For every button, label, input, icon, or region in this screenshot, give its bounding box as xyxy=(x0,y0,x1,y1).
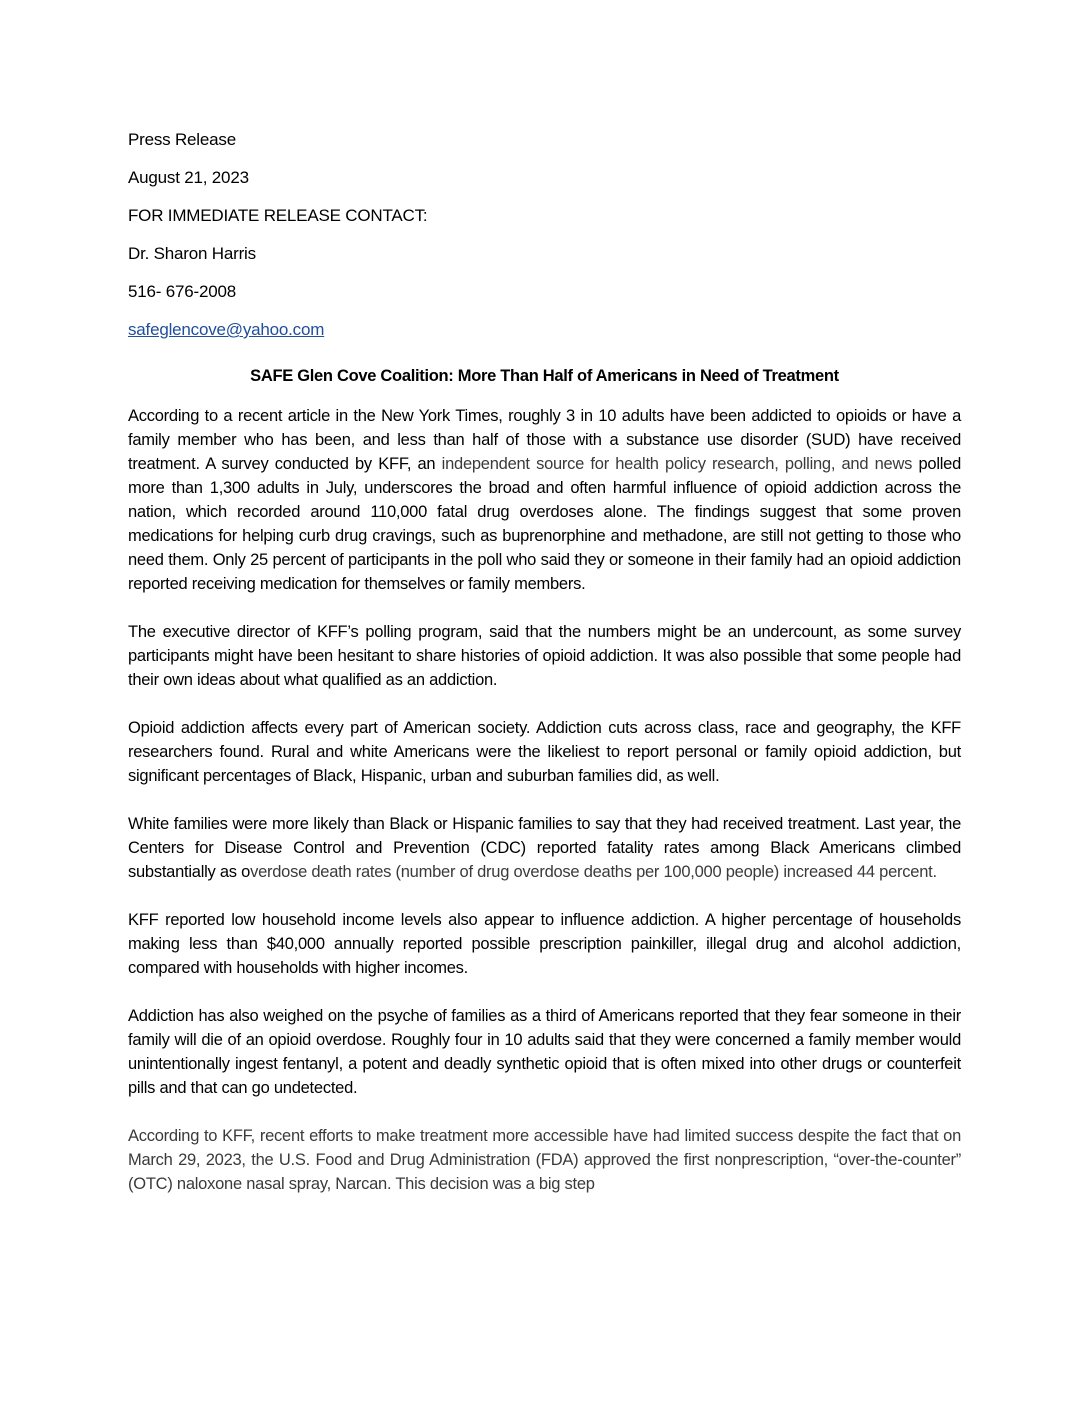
paragraph-4-part-a: White families were more likely than Black or Hispanic families to say that they had received treatment. Last year, the Centers for Disease Control and Prevention (CDC) reported fatality rates among Black Americans climbed substantially as o xyxy=(128,815,961,881)
paragraph-1-part-c: polled more than 1,300 adults in July, underscores the broad and often harmful influence of opioid addiction across the nation, which recorded around 110,000 fatal drug overdoses alone. The findings suggest that some proven medications for helping curb drug cravings, such as buprenorphine and methadone, are still not getting to those who need them. Only 25 percent of participants in the poll who said they or someone in their family had an opioid addiction reported receiving medication for themselves or family members. xyxy=(128,455,962,593)
paragraph-4-part-b: verdose death rates (number of drug overdose deaths per 100,000 people) increased 44 percent. xyxy=(250,863,937,881)
contact-name: Dr. Sharon Harris xyxy=(128,244,256,263)
contact-email-line xyxy=(128,318,961,356)
paragraph-1 xyxy=(128,404,961,596)
doc-type-label: Press Release xyxy=(128,130,236,149)
paragraph-1-part-b: independent source for health policy research, polling, and news xyxy=(441,455,913,473)
paragraph-7: According to KFF, recent efforts to make treatment more accessible have had limited success despite the fact that on March 29, 2023, the U.S. Food and Drug Administration (FDA) approved the first nonprescription, “over-the-counter” (OTC) naloxone nasal spray, Narcan. This decision was a big step xyxy=(128,1127,961,1193)
paragraph-5: KFF reported low household income levels also appear to influence addiction. A higher percentage of households making less than $40,000 annually reported possible prescription painkiller, illegal drug and alcohol addiction, compared with households with higher incomes. xyxy=(128,911,961,977)
contact-phone: 516- 676-2008 xyxy=(128,282,236,301)
contact-email-link[interactable]: safeglencove@yahoo.com xyxy=(128,320,325,339)
paragraph-4 xyxy=(128,812,961,884)
press-release-headline: SAFE Glen Cove Coalition: More Than Half of Americans in Need of Treatment xyxy=(250,367,839,385)
paragraph-2: The executive director of KFF’s polling program, said that the numbers might be an undercount, as some survey participants might have been hesitant to share histories of opioid addiction. It was also possible that some people had their own ideas about what qualified as an addiction. xyxy=(128,623,961,689)
document-body xyxy=(128,128,961,1220)
release-date: August 21, 2023 xyxy=(128,168,249,187)
release-contact-label: FOR IMMEDIATE RELEASE CONTACT: xyxy=(128,206,428,225)
paragraph-1-part-a: According to a recent article in the New York Times, roughly 3 in 10 adults have been addicted to opioids or have a family member who has been, and less than half of those with a substance use disorder (SUD) have received treatment. A survey conducted by KFF, an xyxy=(128,407,961,473)
paragraph-6: Addiction has also weighed on the psyche of families as a third of Americans reported that they fear someone in their family will die of an opioid overdose. Roughly four in 10 adults said that they were concerned a family member would unintentionally ingest fentanyl, a potent and deadly synthetic opioid that is often mixed into other drugs or counterfeit pills and that can go undetected. xyxy=(128,1007,961,1097)
paragraph-3: Opioid addiction affects every part of American society. Addiction cuts across class, race and geography, the KFF researchers found. Rural and white Americans were the likeliest to report personal or family opioid addiction, but significant percentages of Black, Hispanic, urban and suburban families did, as well. xyxy=(128,719,961,785)
